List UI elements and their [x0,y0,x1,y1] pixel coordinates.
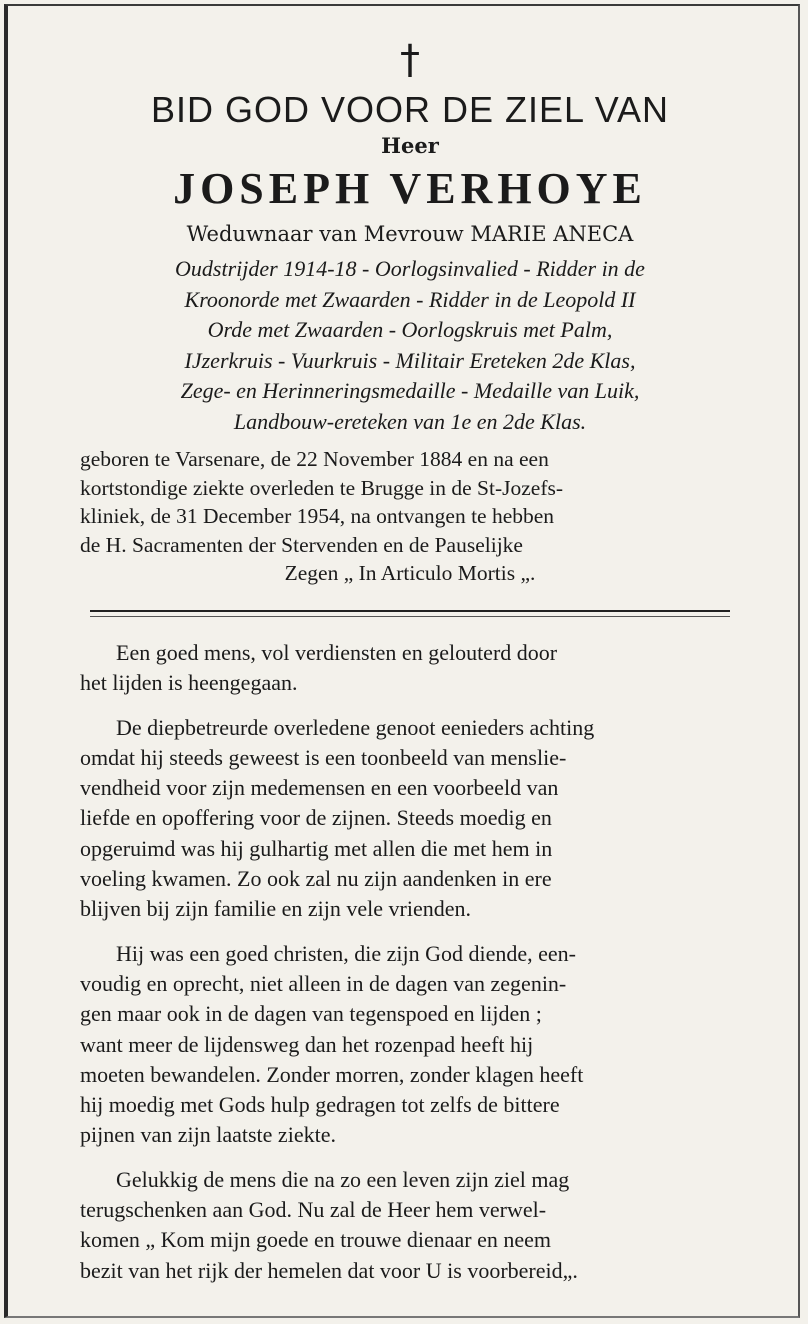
bio-line: kortstondige ziekte overleden te Brugge in de St-Jozefs- [80,475,564,500]
card-content [80,38,740,1286]
honors-line: Zege- en Herinneringsmedaille - Medaille van Luik, [180,378,640,403]
paragraph-line: blijven bij zijn familie en zijn vele vrienden. [80,896,471,922]
biography-block [80,445,740,588]
honorific: Heer [381,133,439,158]
paragraph-line: voudig en oprecht, niet alleen in de dagen van zegenin- [80,970,567,996]
paragraph-line: hij moedig met Gods hulp gedragen tot zelfs de bittere [80,1092,560,1118]
paragraph-line: het lijden is heengegaan. [80,670,298,696]
prayer-heading: BID GOD VOOR DE ZIEL VAN [150,89,670,130]
paragraph-line: want meer de lijdensweg dan het rozenpad heeft hij [80,1031,534,1057]
bio-line: geboren te Varsenare, de 22 November 1884 en na een [80,447,549,471]
honors-line: Oudstrijder 1914-18 - Oorlogsinvalied - Ridder in de [175,256,645,281]
paragraph-1 [80,638,740,699]
paragraph-line: voeling kwamen. Zo ook zal nu zijn aandenken in ere [80,866,552,892]
paragraph-line: moeten bewandelen. Zonder morren, zonder klagen heeft [80,1061,584,1087]
paragraph-line: gen maar ook in de dagen van tegenspoed en lijden ; [80,1001,542,1027]
paragraph-line: De diepbetreurde overledene genoot eenieders achting [116,714,595,740]
paragraph-line: pijnen van zijn laatste ziekte. [80,1122,336,1148]
paragraph-line: terugschenken aan God. Nu zal de Heer hem verwel- [80,1197,547,1223]
deceased-name: JOSEPH VERHOYE [173,164,647,213]
paragraph-line: omdat hij steeds geweest is een toonbeeld van menslie- [80,744,567,770]
honors-line: Orde met Zwaarden - Oorlogskruis met Palm, [207,317,613,342]
paragraph-line: Een goed mens, vol verdiensten en gelouterd door [116,639,558,665]
paragraph-line: bezit van het rijk der hemelen dat voor U is voorbereid„. [80,1257,578,1283]
bio-line: Zegen „ In Articulo Mortis „. [284,561,536,586]
paragraph-2 [80,713,740,925]
paragraph-line: komen „ Kom mijn goede en trouwe dienaar en neem [80,1227,552,1253]
paragraph-4 [80,1165,740,1286]
cross-icon: † [400,37,420,83]
paragraph-line: vendheid voor zijn medemensen en een voorbeeld van [80,775,559,801]
paragraph-3 [80,939,740,1151]
double-rule-divider [80,598,740,632]
honors-line: IJzerkruis - Vuurkruis - Militair Ereteken 2de Klas, [184,347,636,373]
paragraph-line: Hij was een goed christen, die zijn God diende, een- [116,940,577,966]
widower-line: Weduwnaar van Mevrouw MARIE ANECA [186,222,634,246]
bio-line: kliniek, de 31 December 1954, na ontvangen te hebben [80,504,555,529]
honors-block [80,254,740,437]
honors-line: Kroonorde met Zwaarden - Ridder in de Leopold II [184,286,636,312]
paragraph-line: opgeruimd was hij gulhartig met allen die met hem in [80,835,553,861]
paragraph-line: Gelukkig de mens die na zo een leven zijn ziel mag [116,1166,570,1192]
paragraph-line: liefde en opoffering voor de zijnen. Steeds moedig en [80,805,552,831]
bio-line: de H. Sacramenten der Stervenden en de Pauselijke [80,532,523,557]
honors-line: Landbouw-ereteken van 1e en 2de Klas. [233,408,587,434]
